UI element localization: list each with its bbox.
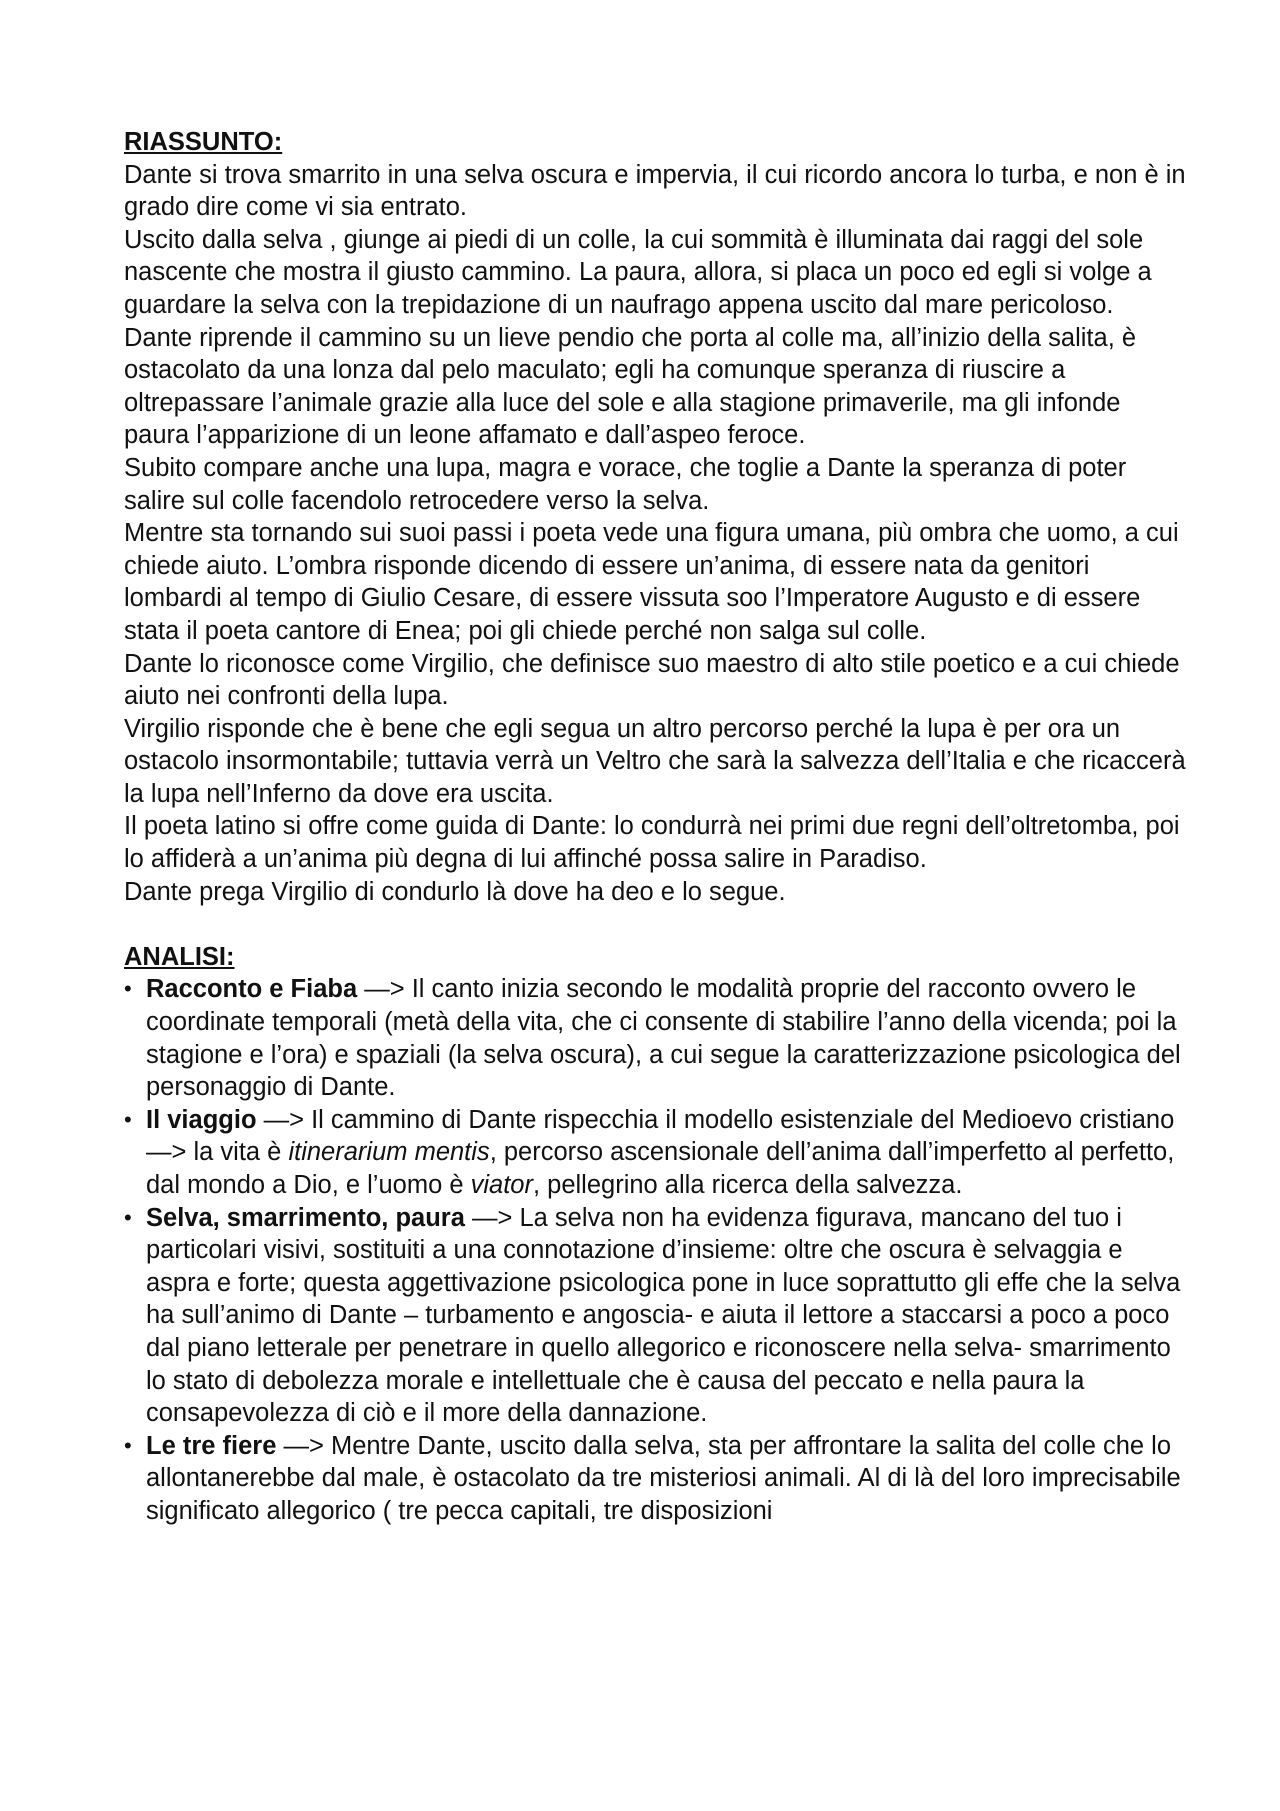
bullet-icon: • bbox=[124, 976, 132, 1002]
summary-paragraph: Uscito dalla selva , giunge ai piedi di un colle, la cui sommità è illuminata dai raggi del sole nascente che mostra il giusto cammino. La paura, allora, si placa un poco ed egli si volge a guardare la selva con la trepidazione di un naufrago appena uscito dal mare pericoloso. bbox=[124, 225, 1152, 319]
summary-paragraph: Mentre sta tornando sui suoi passi i poeta vede una figura umana, più ombra che uomo, a cui chiede aiuto. L’ombra risponde dicendo di essere un’anima, di essere nata da genitori lombardi al tempo di Giulio Cesare, di essere vissuta soo l’Imperatore Augusto e di essere stata il poeta cantore di Enea; poi gli chiede perché non salga sul colle. bbox=[124, 519, 1179, 645]
document-page bbox=[124, 126, 1186, 1528]
analysis-text: Mentre Dante, uscito dalla selva, sta per affrontare la salita del colle che lo allontanerebbe dal male, è ostacolato da tre misteriosi animali. Al di là del loro imprecisabile significato allegorico ( tre pecca capitali, tre disposizioni bbox=[146, 1431, 1181, 1525]
analysis-term: Racconto e Fiaba bbox=[146, 975, 358, 1004]
bullet-icon: • bbox=[124, 1204, 132, 1230]
analysis-text: Il canto inizia secondo le modalità proprie del racconto ovvero le coordinate temporali (metà della vita, che ci consente di stabilire l’anno della vicenda; poi la stagione e l’ora) e spaziali (la selva oscura), a cui segue la caratterizzazione psicologica del personaggio di Dante. bbox=[146, 975, 1181, 1102]
analysis-text: , percorso ascensionale dell’anima dall’imperfetto al perfetto, dal mondo a Dio, e l’uomo è bbox=[146, 1138, 1175, 1199]
analysis-term: Selva, smarrimento, paura bbox=[146, 1203, 465, 1232]
summary-paragraph: Dante riprende il cammino su un lieve pendio che porta al colle ma, all’inizio della salita, è ostacolato da una lonza dal pelo maculato; egli ha comunque speranza di riuscire a oltrepassare l’animale grazie alla luce del sole e alla stagione primaverile, ma gli infonde paura l’apparizione di un leone affamato e dall’aspeo feroce. bbox=[124, 323, 1137, 450]
analysis-item bbox=[124, 1202, 1186, 1430]
analysis-term: Le tre fiere bbox=[146, 1431, 277, 1460]
analysis-item bbox=[124, 1104, 1186, 1202]
analysis-italic: viator bbox=[470, 1171, 533, 1199]
analysis-item bbox=[124, 1430, 1186, 1528]
arrow-text: —> bbox=[256, 1105, 312, 1134]
analysis-term: Il viaggio bbox=[146, 1105, 257, 1134]
analysis-text: Il cammino di Dante rispecchia il modello esistenziale del Medioevo cristiano —> la vita è bbox=[146, 1105, 1175, 1167]
summary-paragraph: Dante lo riconosce come Virgilio, che definisce suo maestro di alto stile poetico e a cui chiede aiuto nei confronti della lupa. bbox=[124, 649, 1180, 711]
analysis-item bbox=[124, 973, 1186, 1103]
summary-heading: RIASSUNTO: bbox=[124, 128, 283, 156]
analysis-heading: ANALISI: bbox=[124, 942, 235, 971]
summary-paragraph: Il poeta latino si offre come guida di Dante: lo condurrà nei primi due regni dell’oltretomba, poi lo affiderà a un’anima più degna di lui affinché possa salire in Paradiso. bbox=[124, 812, 1180, 874]
analysis-italic: itinerarium mentis bbox=[288, 1138, 490, 1167]
bullet-icon: • bbox=[124, 1106, 132, 1132]
bullet-icon: • bbox=[124, 1432, 132, 1458]
summary-body bbox=[124, 159, 1186, 909]
summary-paragraph: Dante si trova smarrito in una selva oscura e impervia, il cui ricordo ancora lo turba, e non è in grado dire come vi sia entrato. bbox=[124, 160, 1186, 222]
summary-paragraph: Dante prega Virgilio di condurlo là dove ha deo e lo segue. bbox=[124, 877, 786, 906]
arrow-text: —> bbox=[357, 975, 412, 1004]
arrow-text: —> bbox=[464, 1203, 520, 1232]
summary-paragraph: Subito compare anche una lupa, magra e vorace, che toglie a Dante la speranza di poter salire sul colle facendolo retrocedere verso la selva. bbox=[124, 453, 1127, 515]
summary-paragraph: Virgilio risponde che è bene che egli segua un altro percorso perché la lupa è per ora un ostacolo insormontabile; tuttavia verrà un Veltro che sarà la salvezza dell’Italia e che ricaccerà la lupa nell’Inferno da dove era uscita. bbox=[124, 714, 1186, 808]
arrow-text: —> bbox=[276, 1431, 331, 1460]
analysis-text: La selva non ha evidenza figurava, mancano del tuo i particolari visivi, sostituiti a una connotazione d’insieme: oltre che oscura è selvaggia e aspra e forte; questa aggettivazione psicologica pone in luce soprattutto gli effe che la selva ha sull’animo di Dante – turbamento e angoscia- e aiuta il lettore a staccarsi a poco a poco dal piano letterale per penetrare in quello allegorico e riconoscere nella selva- smarrimento lo stato di debolezza morale e intellettuale che è causa del peccato e nella paura la consapevolezza di ciò e il more della dannazione. bbox=[146, 1203, 1181, 1428]
analysis-list bbox=[124, 973, 1186, 1527]
section-spacer bbox=[124, 908, 1186, 941]
analysis-text: , pellegrino alla ricerca della salvezza. bbox=[532, 1171, 963, 1199]
